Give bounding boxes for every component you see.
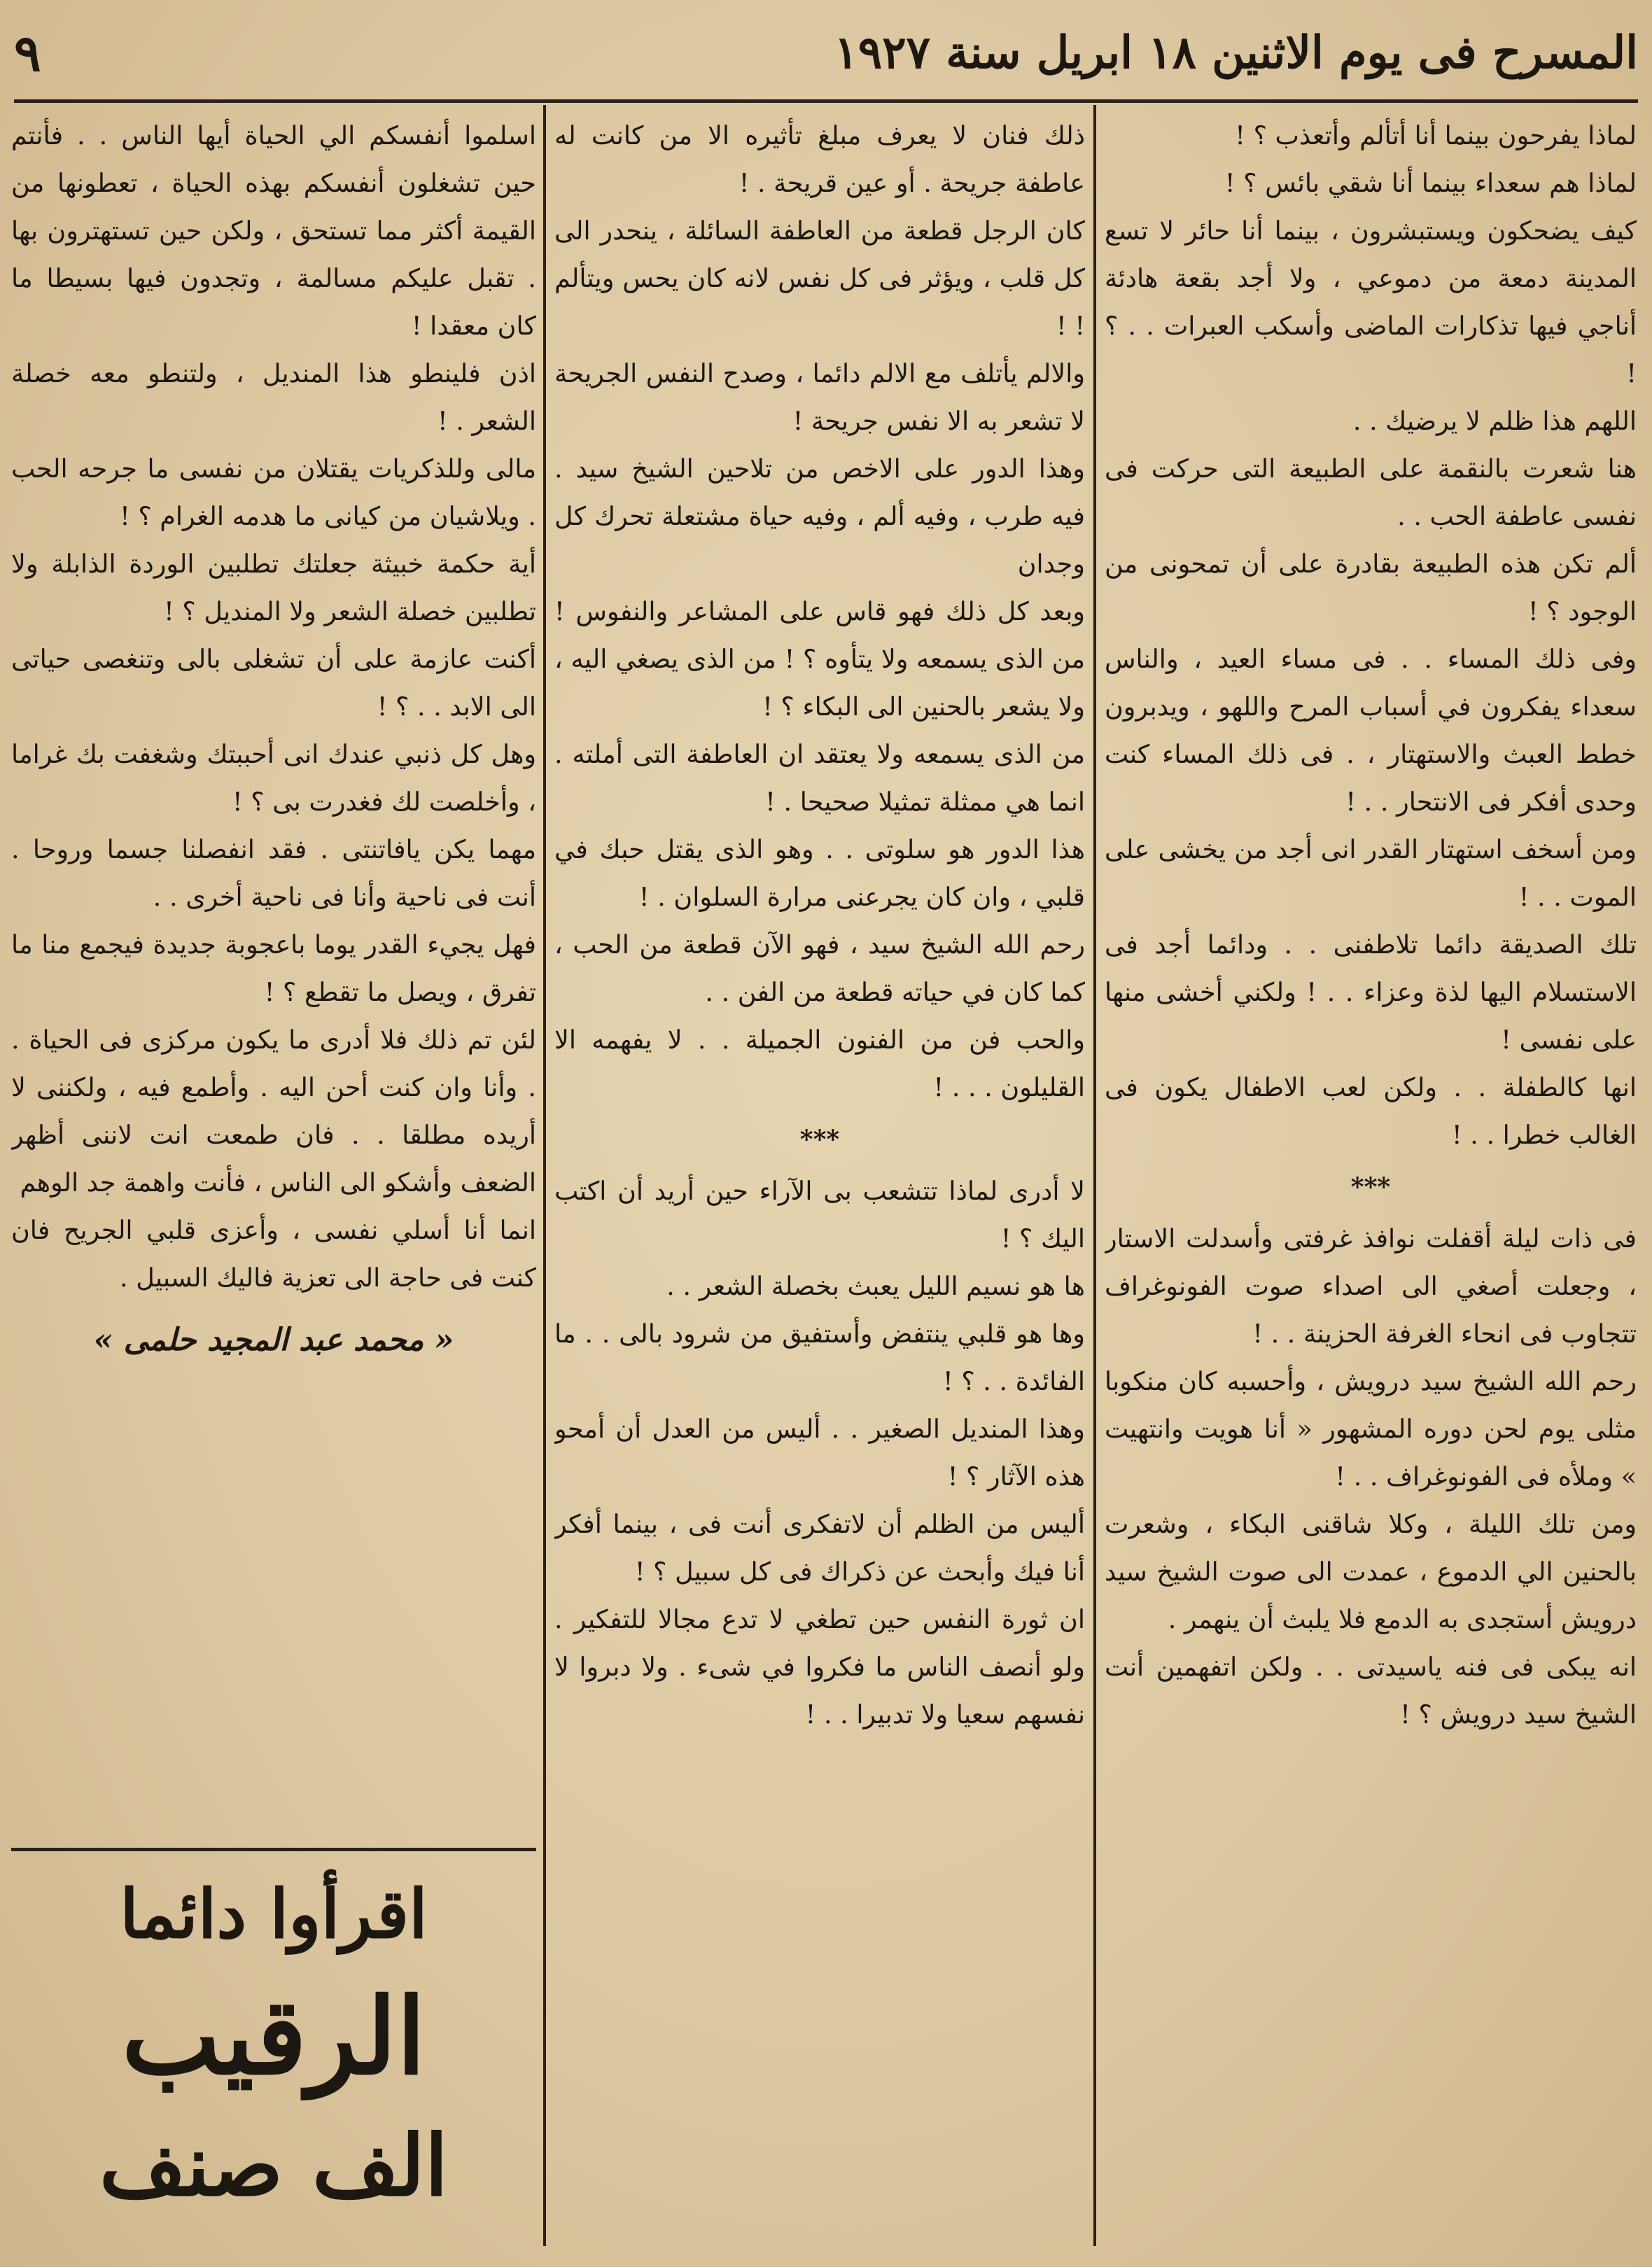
- paragraph: ألم تكن هذه الطبيعة بقادرة على أن تمحونى من الوجود ؟ !: [1105, 549, 1637, 626]
- paragraph: فهل يجيء القدر يوما باعجوبة جديدة فيجمع منا ما تفرق ، ويصل ما تقطع ؟ !: [11, 929, 536, 1007]
- paragraph: لماذا يفرحون بينما أنا أتألم وأتعذب ؟ !: [1235, 120, 1637, 150]
- paragraph: رحم الله الشيخ سيد درويش ، وأحسبه كان منكوبا مثلى يوم لحن دوره المشهور « أنا هويت وانتهيت » وملأه فى الفونوغراف . . !: [1105, 1366, 1637, 1492]
- column-middle: [554, 112, 1085, 2246]
- section-separator: ***: [799, 1125, 840, 1154]
- paragraph: ذلك فنان لا يعرف مبلغ تأثيره الا من كانت له عاطفة جريحة . أو عين قريحة . !: [554, 120, 1085, 198]
- paragraph: وفى ذلك المساء . . فى مساء العيد ، والناس سعداء يفكرون في أسباب المرح واللهو ، ويدبرون خطط العبث والاستهتار ، . فى ذلك المساء كنت وحدى أفكر فى الانتحار . . !: [1105, 644, 1637, 817]
- paragraph: انها كالطفلة . . ولكن لعب الاطفال يكون فى الغالب خطرا . . !: [1105, 1072, 1637, 1150]
- advertisement-rule: [11, 1848, 536, 1851]
- paragraph: انما أنا أسلي نفسى ، وأعزى قلبي الجريح فان كنت فى حاجة الى تعزية فاليك السبيل .: [11, 1215, 536, 1293]
- advertisement-box: [11, 1862, 536, 2240]
- column-left: [11, 112, 536, 1847]
- paragraph: فى ذات ليلة أقفلت نوافذ غرفتى وأسدلت الاستار ، وجعلت أصغي الى اصداء صوت الفونوغراف تتجاوب فى انحاء الغرفة الحزينة . . !: [1105, 1223, 1637, 1349]
- column-right: [1105, 112, 1637, 2246]
- paragraph: أليس من الظلم أن لاتفكرى أنت فى ، بينما أفكر أنا فيك وأبحث عن ذكراك فى كل سبيل ؟ !: [554, 1509, 1085, 1587]
- paragraph: كيف يضحكون ويستبشرون ، بينما أنا حائر لا تسع المدينة دمعة من دموعي ، ولا أجد بقعة هادئة أناجي فيها تذكارات الماضى وأسكب العبرات . . ؟ !: [1105, 216, 1637, 388]
- paragraph: ان ثورة النفس حين تطغي لا تدع مجالا للتفكير . ولو أنصف الناس ما فكروا في شىء . ولا دبروا لا نفسهم سعيا ولا تدبيرا . . !: [554, 1604, 1085, 1729]
- author-signature: « محمد عبد المجيد حلمى »: [93, 1322, 454, 1358]
- paragraph: اسلموا أنفسكم الي الحياة أيها الناس . . فأنتم حين تشغلون أنفسكم بهذه الحياة ، تعطونها من القيمة أكثر مما تستحق ، ولكن حين تستهترون بها . تقبل عليكم مسالمة ، وتجدون فيها بسيطا ما كان معقدا !: [11, 120, 536, 341]
- paragraph: وهل كل ذنبي عندك انى أحببتك وشغفت بك غراما ، وأخلصت لك فغدرت بى ؟ !: [11, 739, 536, 817]
- paragraph: من الذى يسمعه ولا يعتقد ان العاطفة التى أملته . انما هي ممثلة تمثيلا صحيحا . !: [554, 739, 1085, 817]
- paragraph: لئن تم ذلك فلا أدرى ما يكون مركزى فى الحياة . . وأنا وان كنت أحن اليه . وأطمع فيه ، ولكننى لا أريده مطلقا . . فان طمعت انت لاننى أظهر الضعف وأشكو الى الناس ، فأنت واهمة جد الوهم: [11, 1025, 536, 1198]
- page-number: ٩: [14, 22, 41, 83]
- page-header: [14, 7, 1638, 98]
- paragraph: هذا الدور هو سلوتى . . وهو الذى يقتل حبك في قلبي ، وان كان يجرعنى مرارة السلوان . !: [554, 834, 1085, 912]
- paragraph: مالى وللذكريات يقتلان من نفسى ما جرحه الحب . ويلاشيان من كيانى ما هدمه الغرام ؟ !: [11, 454, 536, 531]
- paragraph: وها هو قلبي ينتفض وأستفيق من شرود بالى . . ما الفائدة . . ؟ !: [554, 1319, 1085, 1396]
- paragraph: ومن أسخف استهتار القدر انى أجد من يخشى على الموت . . !: [1105, 834, 1637, 912]
- paragraph: مهما يكن يافاتنتى . فقد انفصلنا جسما وروحا . أنت فى ناحية وأنا فى ناحية أخرى . .: [11, 834, 536, 912]
- paragraph: وهذا المنديل الصغير . . أليس من العدل أن أمحو هذه الآثار ؟ !: [554, 1414, 1085, 1492]
- header-title: المسرح فى يوم الاثنين ١٨ ابريل سنة ١٩٢٧: [834, 26, 1638, 79]
- paragraph: انه يبكى فى فنه ياسيدتى . . ولكن اتفهمين أنت الشيخ سيد درويش ؟ !: [1105, 1652, 1637, 1729]
- paragraph: ها هو نسيم الليل يعبث بخصلة الشعر . .: [666, 1271, 1085, 1301]
- column-divider-right: [1093, 105, 1096, 2246]
- section-separator: ***: [1350, 1172, 1391, 1202]
- paragraph: ومن تلك الليلة ، وكلا شاقنى البكاء ، وشعرت بالحنين الي الدموع ، عمدت الى صوت الشيخ سيد درويش أستجدى به الدمع فلا يلبث أن ينهمر .: [1105, 1509, 1637, 1634]
- paragraph: اذن فلينطو هذا المنديل ، ولتنطو معه خصلة الشعر . !: [11, 358, 536, 436]
- paragraph: وهذا الدور على الاخص من تلاحين الشيخ سيد . فيه طرب ، وفيه ألم ، وفيه حياة مشتعلة تحرك كل وجدان: [554, 454, 1085, 579]
- paragraph: اللهم هذا ظلم لا يرضيك . .: [1352, 406, 1637, 436]
- paragraph: أكنت عازمة على أن تشغلى بالى وتنغصى حياتى الى الابد . . ؟ !: [11, 644, 536, 722]
- paragraph: والحب فن من الفنون الجميلة . . لا يفهمه الا القليلون . . . !: [554, 1025, 1085, 1102]
- paragraph: لا أدرى لماذا تتشعب بى الآراء حين أريد أن اكتب اليك ؟ !: [554, 1176, 1085, 1254]
- paragraph: تلك الصديقة دائما تلاطفنى . . ودائما أجد فى الاستسلام اليها لذة وعزاء . . ! ولكني أخشى منها على نفسى !: [1105, 929, 1637, 1055]
- paragraph: هنا شعرت بالنقمة على الطبيعة التى حركت فى نفسى عاطفة الحب . .: [1105, 454, 1637, 531]
- paragraph: وبعد كل ذلك فهو قاس على المشاعر والنفوس ! من الذى يسمعه ولا يتأوه ؟ ! من الذى يصغي اليه ، ولا يشعر بالحنين الى البكاء ؟ !: [554, 596, 1085, 722]
- column-divider-left: [543, 105, 546, 2246]
- header-rule: [14, 99, 1638, 103]
- ad-line-thousand-items: الف صنف: [99, 2117, 449, 2215]
- ad-line-magazine-name: الرقيب: [121, 1975, 426, 2098]
- paragraph: أية حكمة خبيثة جعلتك تطلبين الوردة الذابلة ولا تطلبين خصلة الشعر ولا المنديل ؟ !: [11, 549, 536, 626]
- ad-line-read-always: اقرأوا دائما: [120, 1874, 428, 1953]
- paragraph: رحم الله الشيخ سيد ، فهو الآن قطعة من الحب ، كما كان في حياته قطعة من الفن . .: [554, 929, 1085, 1007]
- paragraph: كان الرجل قطعة من العاطفة السائلة ، ينحدر الى كل قلب ، ويؤثر فى كل نفس لانه كان يحس ويتألم ! !: [554, 216, 1085, 341]
- paragraph: لماذا هم سعداء بينما أنا شقي بائس ؟ !: [1224, 168, 1637, 198]
- paragraph: والالم يأتلف مع الالم دائما ، وصدح النفس الجريحة لا تشعر به الا نفس جريحة !: [554, 358, 1085, 436]
